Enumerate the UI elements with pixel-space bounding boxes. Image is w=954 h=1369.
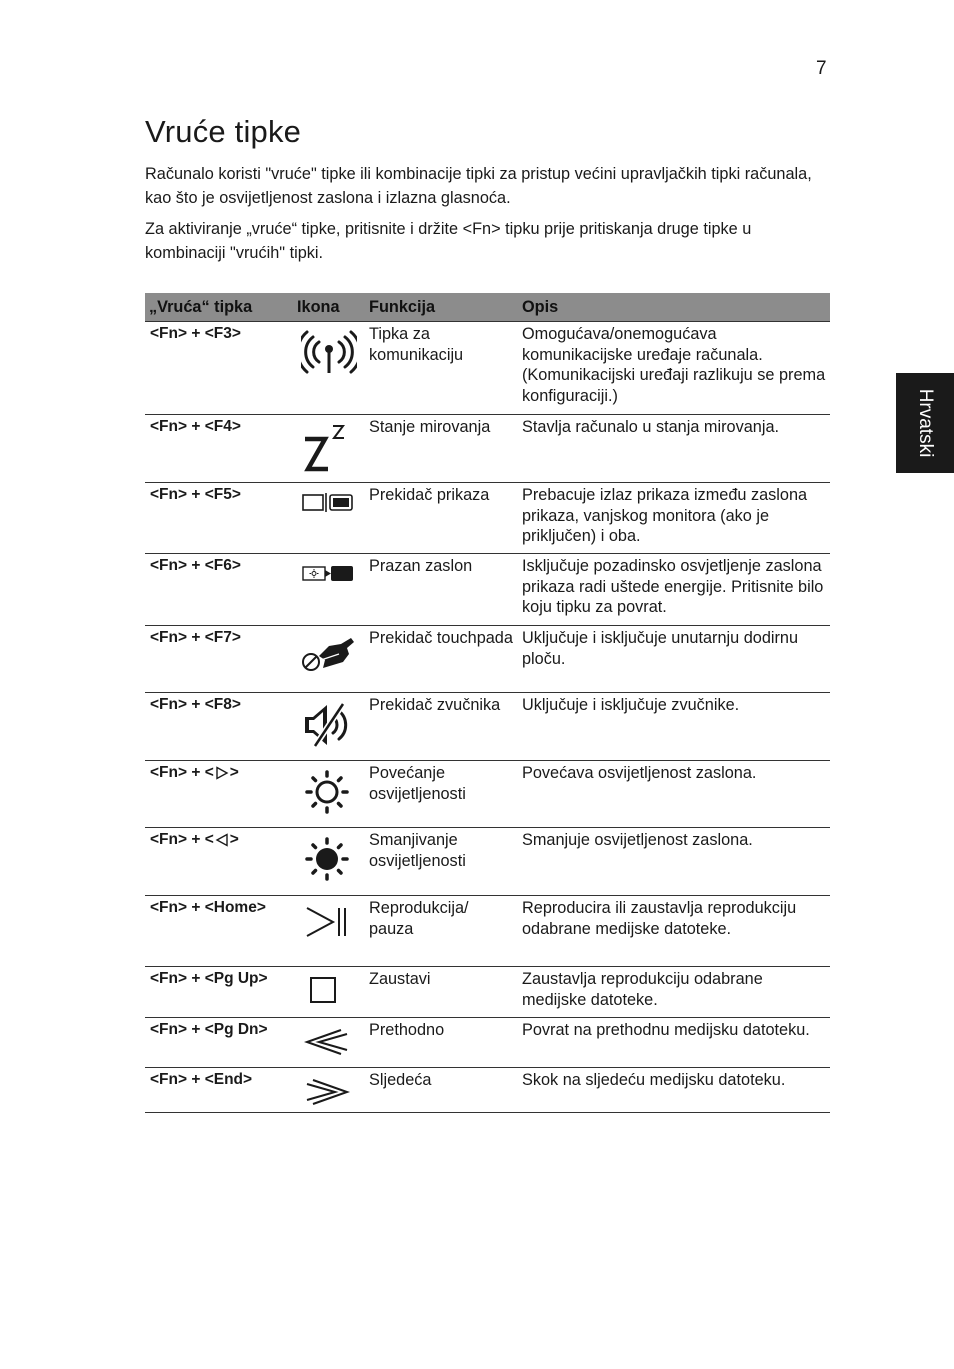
hotkey-prefix: <Fn> + < (150, 764, 214, 781)
table-row (145, 626, 830, 693)
description-cell: Uključuje i isključuje zvučnike. (518, 693, 830, 761)
page-number: 7 (816, 58, 827, 79)
previous-icon (301, 1026, 357, 1058)
intro-paragraph-1: Računalo koristi "vruće" tipke ili kombinacije tipki za pristup većini upravljačkih tipki računala, kao što je osvijetljenost zaslona i izlazna glasnoća. (145, 165, 812, 207)
hotkey-cell: <Fn> + <F7> (145, 626, 293, 693)
brightness-up-icon (301, 769, 357, 815)
hotkey-suffix: > (229, 764, 239, 781)
description-cell: Skok na sljedeću medijsku datoteku. (518, 1068, 830, 1113)
hotkey-cell: <Fn> + <F5> (145, 483, 293, 554)
play-pause-icon (301, 904, 357, 940)
right-arrow-icon (215, 766, 229, 780)
table-row (145, 761, 830, 828)
function-cell: Prazan zaslon (365, 554, 518, 626)
table-row (145, 828, 830, 896)
function-cell: Prekidač prikaza (365, 483, 518, 554)
hotkey-cell: <Fn> + <F8> (145, 693, 293, 761)
hotkey-cell: <Fn> + <F4> (145, 415, 293, 483)
function-cell: Smanjivanje osvijetljenosti (365, 828, 518, 896)
header-description: Opis (518, 293, 830, 322)
speaker-mute-icon (301, 701, 357, 749)
header-hotkey: „Vruća“ tipka (145, 293, 293, 322)
sleep-icon (301, 423, 357, 473)
screen-blank-icon (301, 562, 357, 584)
hotkey-cell: <Fn> + <Home> (145, 896, 293, 967)
description-cell: Povrat na prethodnu medijsku datoteku. (518, 1018, 830, 1068)
function-cell: Stanje mirovanja (365, 415, 518, 483)
language-side-tab-label: Hrvatski (915, 388, 936, 458)
function-cell: Reprodukcija/ pauza (365, 896, 518, 967)
description-cell: Uključuje i isključuje unutarnju dodirnu ploču. (518, 626, 830, 693)
hotkeys-table (145, 293, 830, 1113)
hotkey-cell (145, 761, 293, 828)
table-row (145, 693, 830, 761)
description-cell: Reproducira ili zaustavlja reprodukciju odabrane medijske datoteke. (518, 896, 830, 967)
table-row (145, 554, 830, 626)
hotkey-cell: <Fn> + <Pg Up> (145, 967, 293, 1018)
table-row (145, 322, 830, 415)
description-cell: Povećava osvijetljenost zaslona. (518, 761, 830, 828)
next-icon (301, 1076, 357, 1108)
intro-paragraph-2: Za aktiviranje „vruće“ tipke, pritisnite i držite <Fn> tipku prije pritiskanja druge tipke u kombinaciji "vrućih" tipki. (145, 220, 752, 262)
table-row (145, 1018, 830, 1068)
table-row (145, 967, 830, 1018)
hotkey-cell: <Fn> + <F6> (145, 554, 293, 626)
touchpad-toggle-icon (301, 634, 357, 674)
hotkey-cell: <Fn> + <F3> (145, 322, 293, 415)
description-cell: Zaustavlja reprodukciju odabrane medijske datoteke. (518, 967, 830, 1018)
description-cell: Stavlja računalo u stanja mirovanja. (518, 415, 830, 483)
language-side-tab (896, 373, 954, 473)
table-header-row (145, 293, 830, 322)
left-arrow-icon (215, 833, 229, 847)
table-row (145, 415, 830, 483)
function-cell: Sljedeća (365, 1068, 518, 1113)
description-cell: Isključuje pozadinsko osvjetljenje zaslona prikaza radi uštede energije. Pritisnite bilo koju tipku za povrat. (518, 554, 830, 626)
wireless-icon (301, 330, 357, 376)
hotkey-cell (145, 828, 293, 896)
function-cell: Tipka za komunikaciju (365, 322, 518, 415)
stop-icon (301, 975, 357, 1007)
hotkey-cell: <Fn> + <Pg Dn> (145, 1018, 293, 1068)
hotkey-prefix: <Fn> + < (150, 831, 214, 848)
header-function: Funkcija (365, 293, 518, 322)
function-cell: Prethodno (365, 1018, 518, 1068)
hotkey-cell: <Fn> + <End> (145, 1068, 293, 1113)
function-cell: Prekidač zvučnika (365, 693, 518, 761)
brightness-down-icon (301, 836, 357, 882)
page-title: Vruće tipke (145, 114, 302, 149)
description-cell: Omogućava/onemogućava komunikacijske uređaje računala. (Komunikacijski uređaji razlikuju se prema konfiguraciji.) (518, 322, 830, 415)
table-row (145, 896, 830, 967)
table-row (145, 483, 830, 554)
table-row (145, 1068, 830, 1113)
function-cell: Povećanje osvijetljenosti (365, 761, 518, 828)
function-cell: Prekidač touchpada (365, 626, 518, 693)
description-cell: Prebacuje izlaz prikaza između zaslona prikaza, vanjskog monitora (ako je priključen) i oba. (518, 483, 830, 554)
display-toggle-icon (301, 491, 357, 515)
description-cell: Smanjuje osvijetljenost zaslona. (518, 828, 830, 896)
header-icon: Ikona (293, 293, 365, 322)
function-cell: Zaustavi (365, 967, 518, 1018)
hotkey-suffix: > (229, 831, 239, 848)
